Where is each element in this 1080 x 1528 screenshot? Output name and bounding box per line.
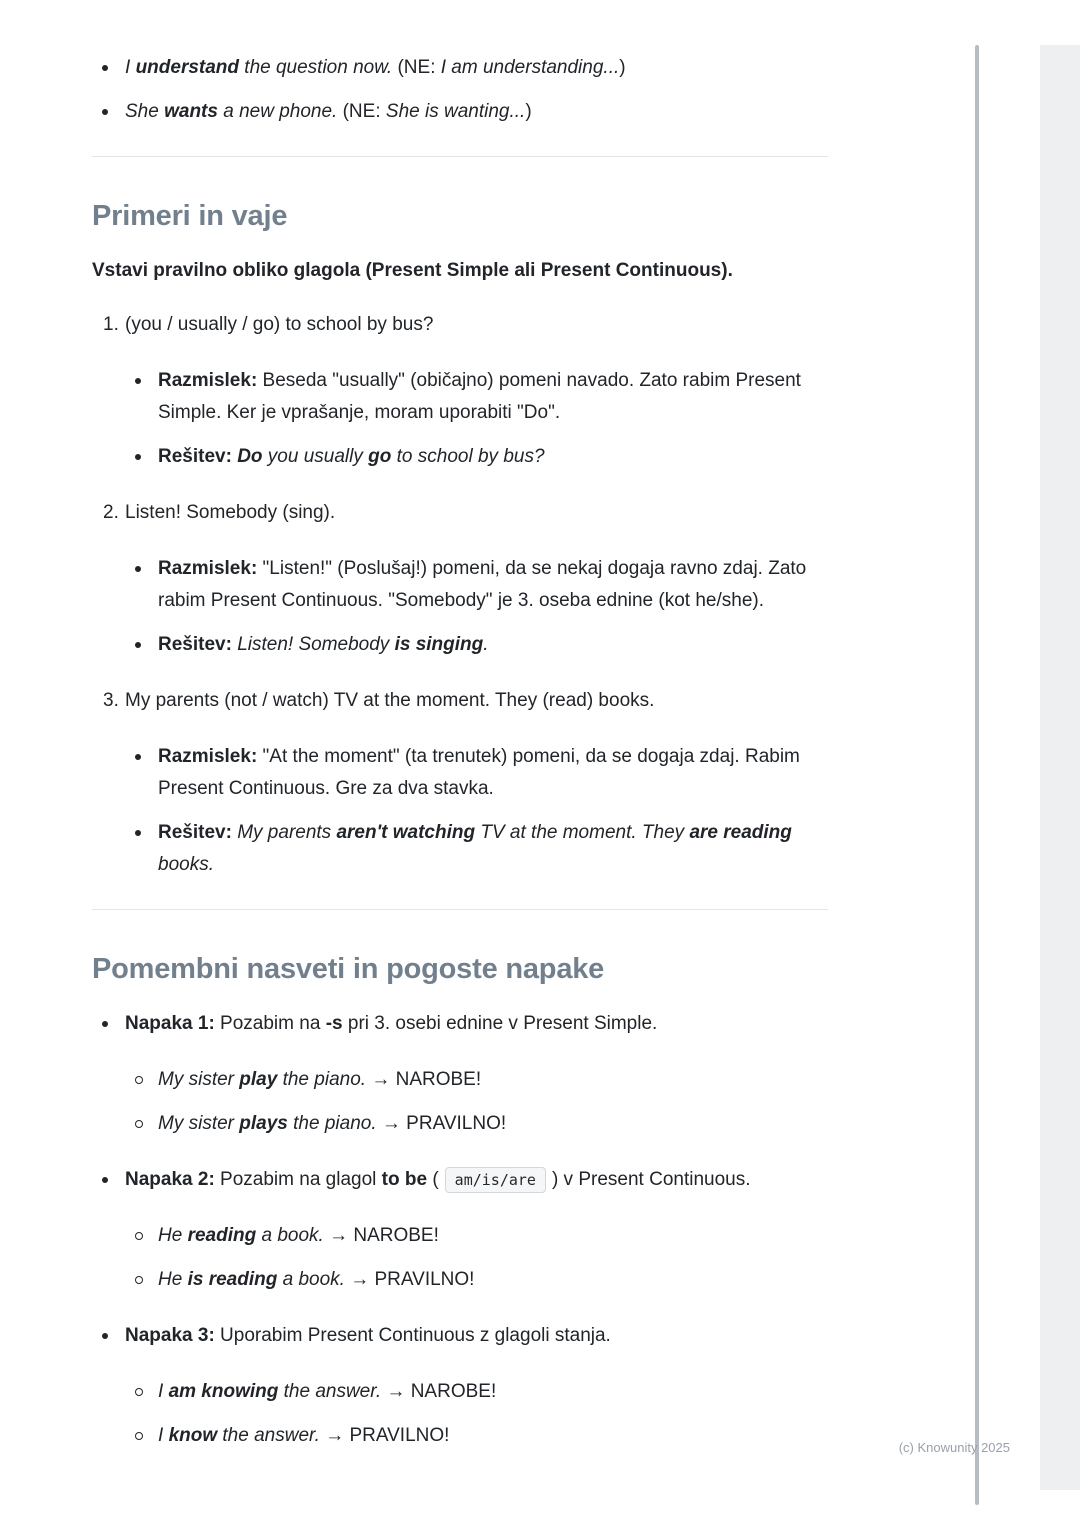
tip-example-right: I know the answer. → PRAVILNO! [158,1425,450,1446]
bullet-icon [102,1021,108,1027]
right-gutter [1040,45,1080,1490]
exercise-item [92,685,828,881]
tip-sublist [125,1220,828,1296]
tip-example-right: He is reading a book. → PRAVILNO! [158,1269,475,1290]
tip-sublist [125,1064,828,1140]
exercise-prompt: My parents (not / watch) TV at the moment. They (read) books. [125,690,655,711]
bullet-icon [102,65,108,71]
list-number: 3. [103,690,119,711]
list-item [125,1064,828,1096]
intro-bullet-text: She wants a new phone. (NE: She is wanting...) [125,101,532,122]
razmislek-text: Razmislek: "At the moment" (ta trenutek) pomeni, da se dogaja zdaj. Rabim Present Continuous. Gre za dva stavka. [158,746,800,799]
list-item [125,1108,828,1140]
list-number: 2. [103,502,119,523]
bullet-icon [102,109,108,115]
exercise-item [92,309,828,473]
exercise-item [92,497,828,661]
list-item [92,1164,828,1196]
list-item [125,1264,828,1296]
napaka-label: Napaka 2: Pozabim na glagol to be ( am/is/are ) v Present Continuous. [125,1164,828,1196]
razmislek-text: Razmislek: Beseda "usually" (običajno) pomeni navado. Zato rabim Present Simple. Ker je vprašanje, moram uporabiti "Do". [158,370,801,423]
circle-bullet-icon [135,1388,143,1396]
list-item [125,1376,828,1408]
list-number: 1. [103,314,119,335]
tip-item [92,1320,828,1452]
circle-bullet-icon [135,1432,143,1440]
resitev-text: Rešitev: Listen! Somebody is singing. [158,634,489,655]
tip-item [92,1008,828,1140]
resitev-text: Rešitev: My parents aren't watching TV at the moment. They are reading books. [158,822,792,875]
exercise-sublist [125,741,828,881]
exercise-prompt-row [92,497,828,529]
list-item [125,1420,828,1452]
exercise-prompt-row [92,309,828,341]
intro-bullet-text: I understand the question now. (NE: I am understanding...) [125,57,626,78]
circle-bullet-icon [135,1232,143,1240]
circle-bullet-icon [135,1120,143,1128]
list-item [92,96,828,128]
bullet-icon [135,830,141,836]
exercise-prompt-row [92,685,828,717]
list-item [125,1220,828,1252]
bullet-icon [135,378,141,384]
tip-item [92,1164,828,1296]
bullet-icon [102,1177,108,1183]
tip-sublist [125,1376,828,1452]
list-item [92,52,828,84]
list-item [125,629,828,661]
exercise-sublist [125,365,828,473]
list-item [92,1008,828,1040]
list-item [125,817,828,881]
list-item [125,365,828,429]
list-item [125,553,828,617]
exercise-prompt: Listen! Somebody (sing). [125,502,336,523]
list-item [125,441,828,473]
exercise-list [92,309,828,881]
bullet-icon [135,566,141,572]
bullet-icon [102,1333,108,1339]
circle-bullet-icon [135,1076,143,1084]
section-divider [92,156,828,157]
bullet-icon [135,642,141,648]
tip-example-wrong: I am knowing the answer. → NAROBE! [158,1381,497,1402]
bullet-icon [135,754,141,760]
copyright-notice: (c) Knowunity 2025 [898,1440,1010,1455]
exercise-prompt: (you / usually / go) to school by bus? [125,314,434,335]
tip-example-wrong: My sister play the piano. → NAROBE! [158,1069,482,1090]
resitev-text: Rešitev: Do you usually go to school by bus? [158,446,545,467]
list-item [125,741,828,805]
section-divider [92,909,828,910]
tips-list [92,1008,828,1452]
document-content [92,52,828,1452]
razmislek-text: Razmislek: "Listen!" (Poslušaj!) pomeni, da se nekaj dogaja ravno zdaj. Zato rabim Present Continuous. "Somebody" je 3. oseba ednine (kot he/she). [158,558,807,611]
exercise-instruction: Vstavi pravilno obliko glagola (Present Simple ali Present Continuous). [92,260,733,281]
intro-bullet-list [92,52,828,128]
tip-example-wrong: He reading a book. → NAROBE! [158,1225,439,1246]
circle-bullet-icon [135,1276,143,1284]
tip-example-right: My sister plays the piano. → PRAVILNO! [158,1113,507,1134]
section-heading-nasveti: Pomembni nasveti in pogoste napake [92,953,605,985]
scrollbar-thumb[interactable] [975,45,979,1505]
napaka-label: Napaka 1: Pozabim na -s pri 3. osebi ednine v Present Simple. [125,1013,658,1034]
napaka-label: Napaka 3: Uporabim Present Continuous z glagoli stanja. [125,1325,611,1346]
exercise-sublist [125,553,828,661]
section-heading-primeri: Primeri in vaje [92,200,288,232]
bullet-icon [135,454,141,460]
list-item [92,1320,828,1352]
